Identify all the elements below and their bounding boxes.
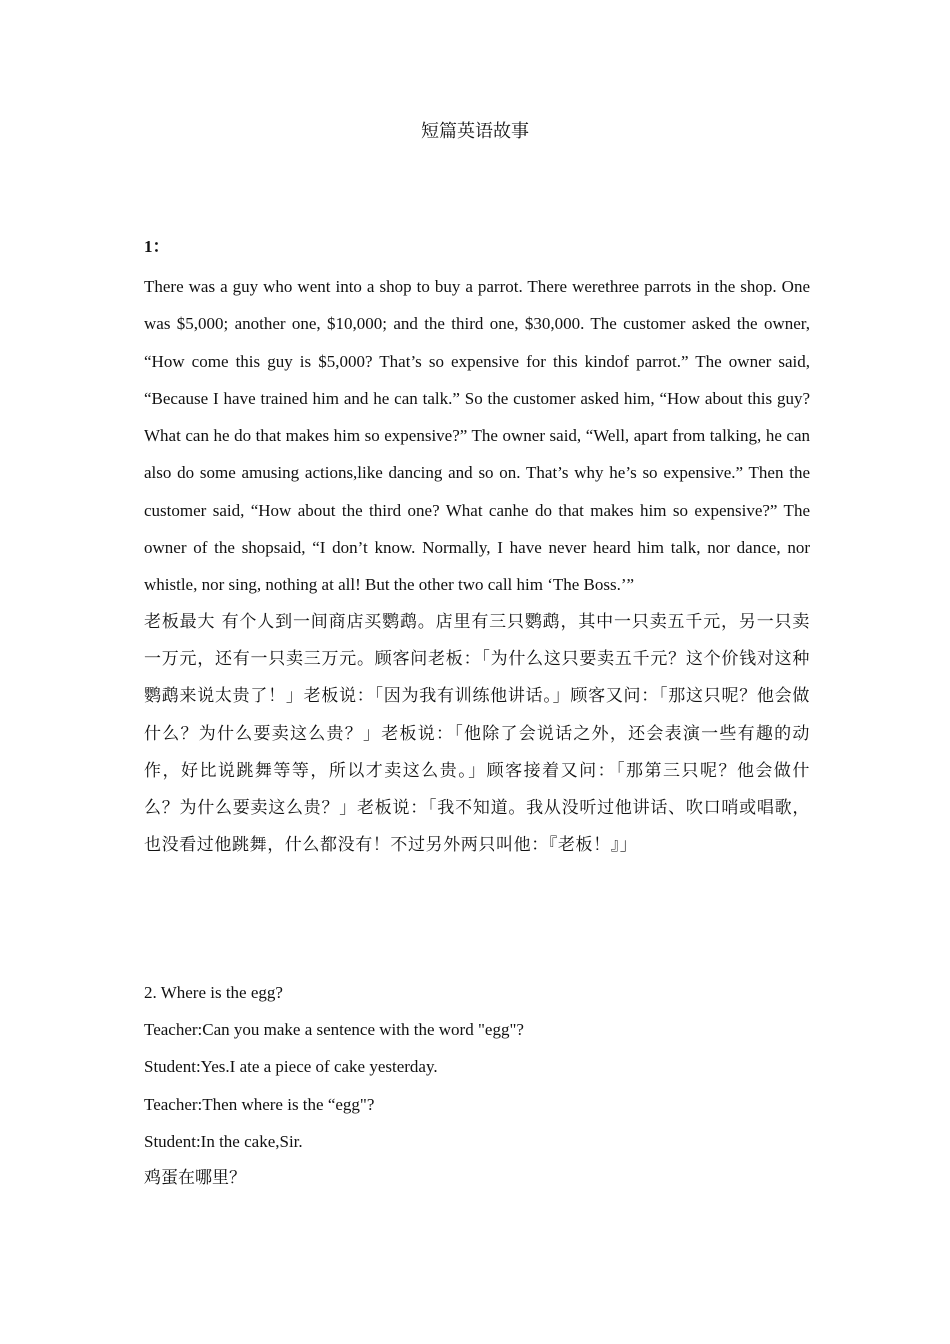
story-2-chinese-title: 鸡蛋在哪里？ <box>144 1167 246 1188</box>
dialogue-line-4: Student:In the cake,Sir. <box>144 1131 303 1151</box>
dialogue-line-1: Teacher:Can you make a sentence with the word "egg"? <box>144 1020 524 1040</box>
story-1 <box>144 232 810 865</box>
document-title: 短篇英语故事 <box>421 121 529 142</box>
story-2-heading: 2. Where is the egg? <box>144 983 283 1002</box>
dialogue-line-2: Student:Yes.I ate a piece of cake yesterday. <box>144 1057 438 1077</box>
story-2 <box>144 974 810 1197</box>
story-1-english-text: There was a guy who went into a shop to buy a parrot. There werethree parrots in the shop. One was $5,000; another one, $10,000; and the third one, $30,000. The customer asked the owner, “How come this guy is $5,000? That’s so expensive for this kindof parrot.” The owner said, “Because I have trained him and he can talk.” So the customer asked him, “How about this guy? What can he do that makes him so expensive?” The owner said, “Well, apart from talking, he can also do some amusing actions,like dancing and so on. That’s why he’s so expensive.” Then the customer said, “How about the third one? What canhe do that makes him so expensive?” The owner of the shopsaid, “I don’t know. Normally, I have never heard him talk, nor dance, nor whistle, nor sing, nothing at all! But the other two call him ‘The Boss.’” <box>144 277 810 595</box>
story-1-heading: 1： <box>144 237 170 256</box>
dialogue-line-3: Teacher:Then where is the “egg"? <box>144 1094 375 1114</box>
story-1-chinese-text: 老板最大 有个人到一间商店买鹦鹉。店里有三只鹦鹉，其中一只卖五千元，另一只卖一万元，还有一只卖三万元。顾客问老板：「为什么这只要卖五千元？这个价钱对这种鹦鹉来说太贵了！」老板说：「因为我有训练他讲话。」顾客又问：「那这只呢？他会做什么？为什么要卖这么贵？」老板说：「他除了会说话之外，还会表演一些有趣的动作，好比说跳舞等等，所以才卖这么贵。」顾客接着又问：「那第三只呢？他会做什么？为什么要卖这么贵？」老板说：「我不知道。我从没听过他讲话、吹口哨或唱歌，也没看过他跳舞，什么都没有！不过另外两只叫他：『老板！』」 <box>144 611 810 856</box>
